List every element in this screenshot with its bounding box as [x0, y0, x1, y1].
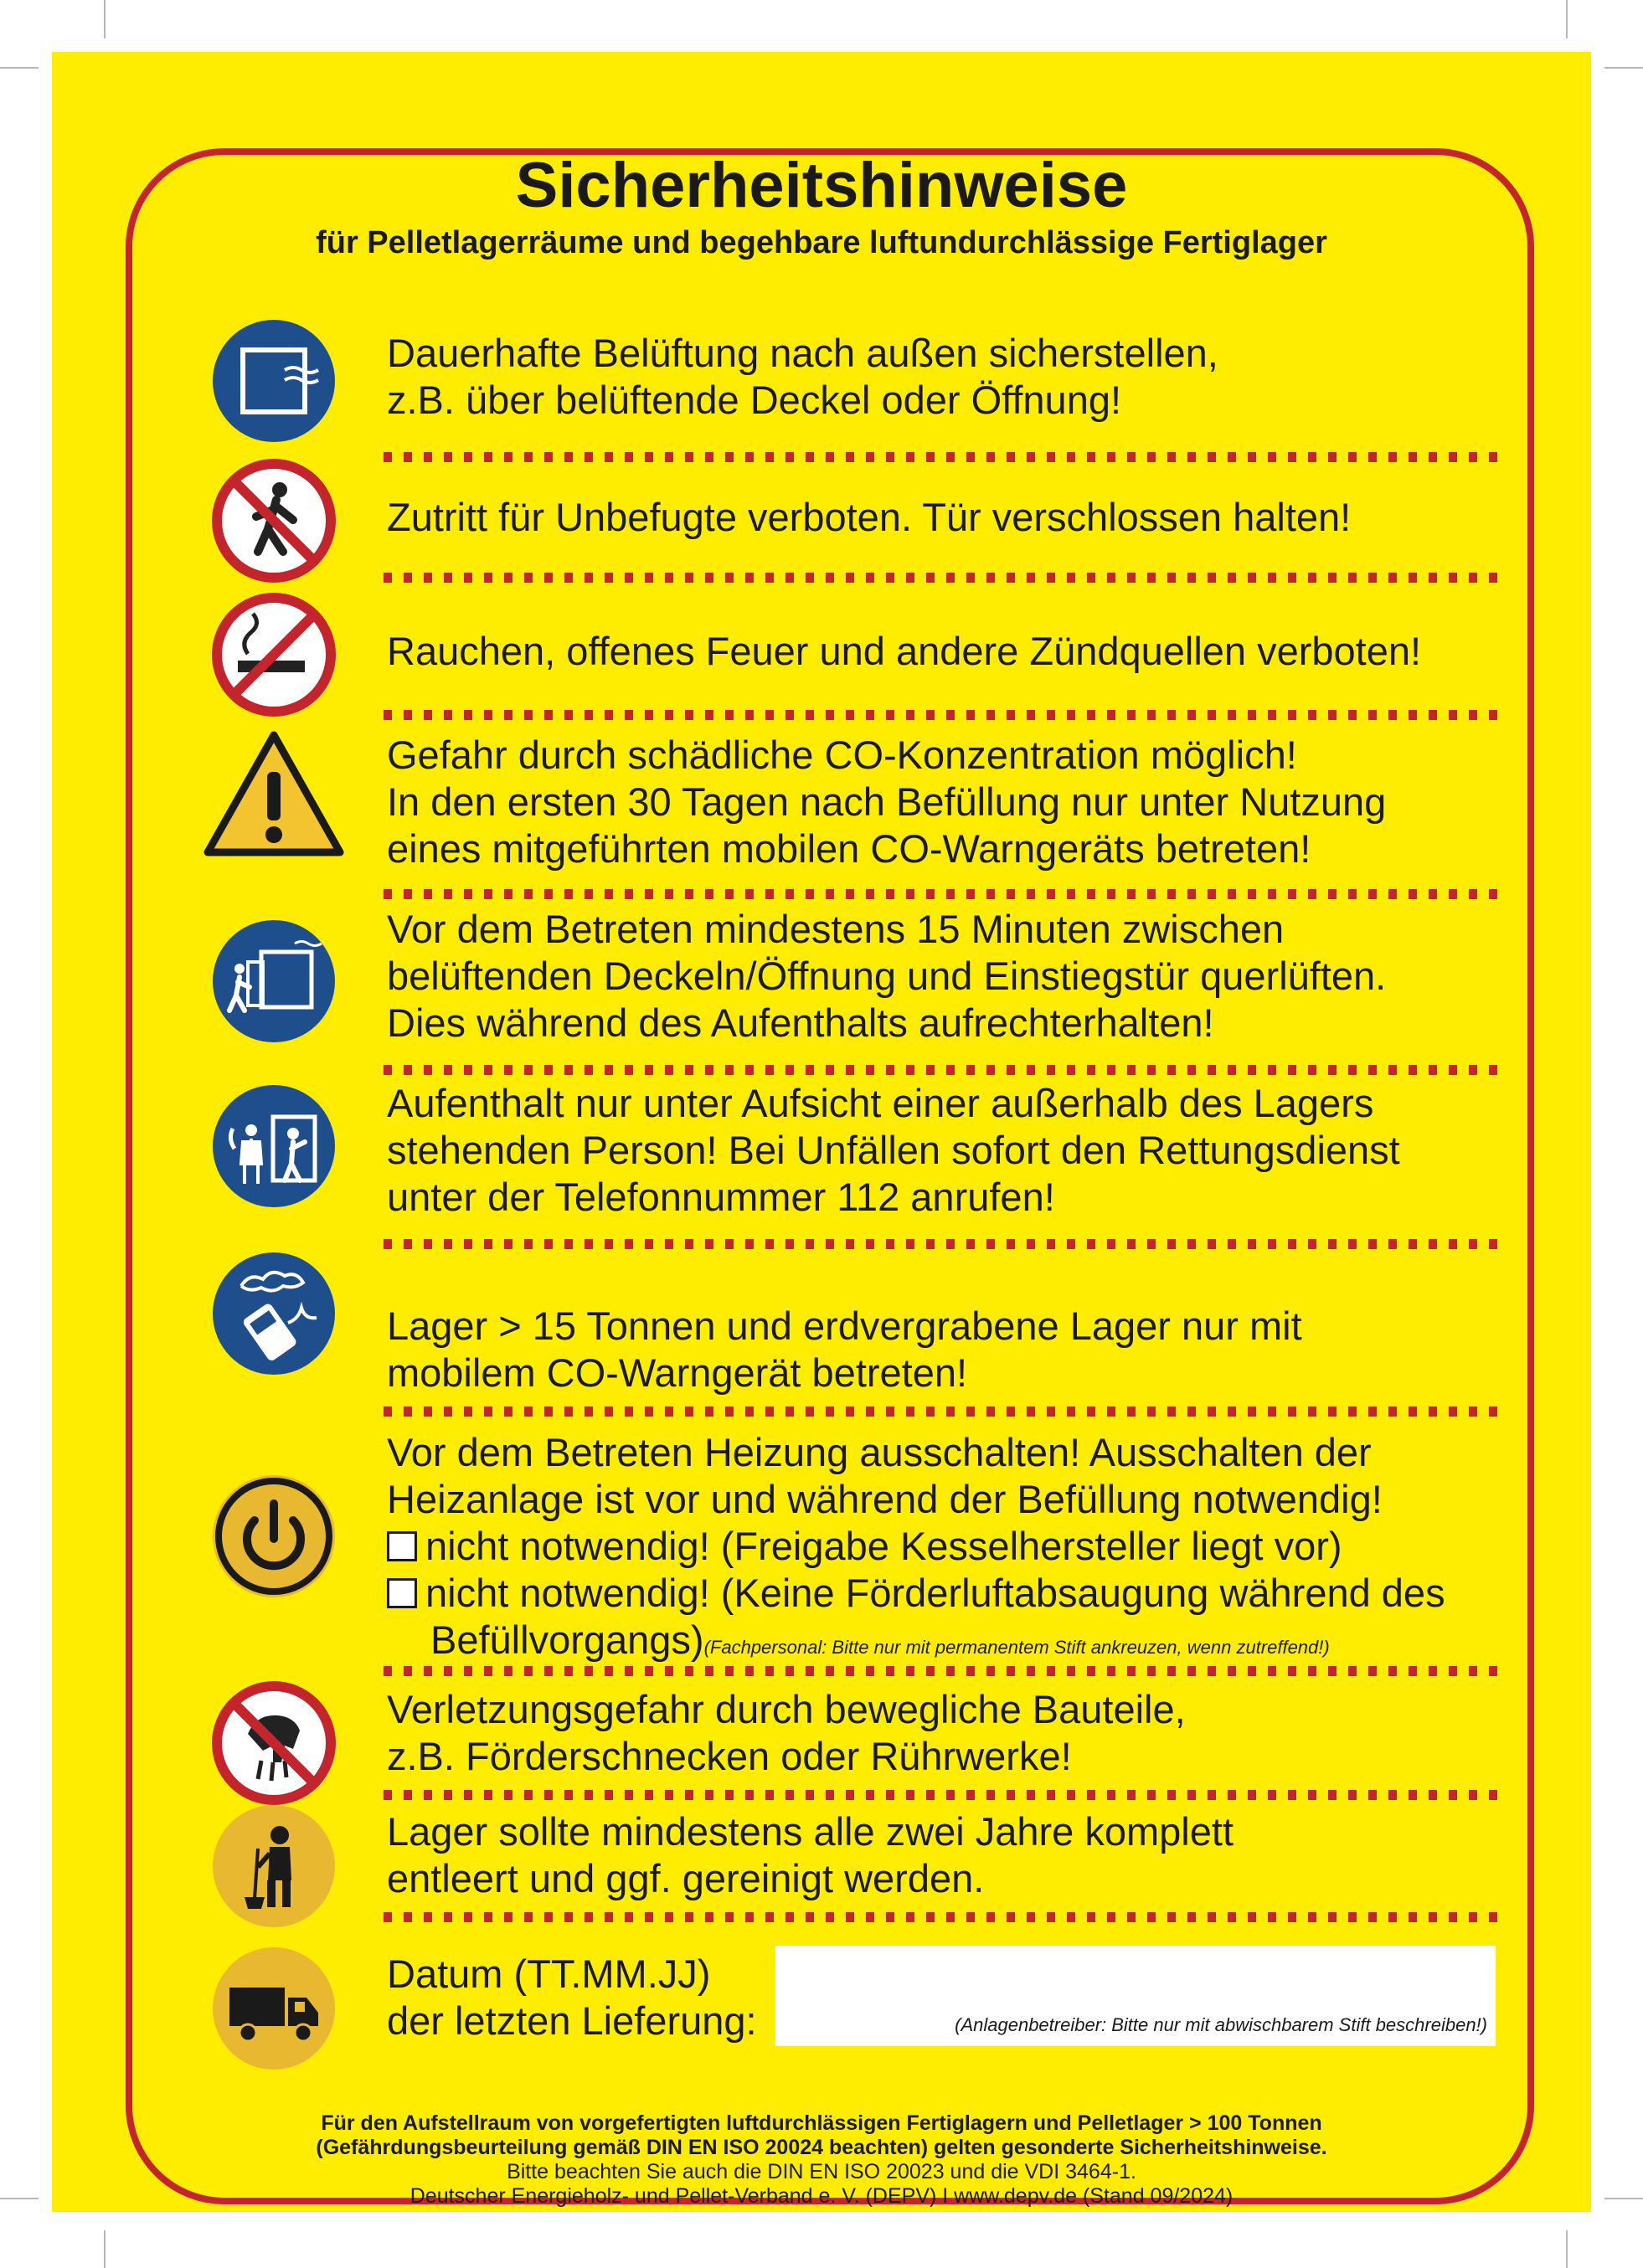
- installer-note: (Fachpersonal: Bitte nur mit permanentem Stift ankreuzen, wenn zutreffend!): [703, 1637, 1330, 1658]
- instruction-text: Aufenthalt nur unter Aufsicht einer außerhalb des Lagers: [387, 1081, 1374, 1125]
- instruction-text: Gefahr durch schädliche CO-Konzentration möglich!: [387, 733, 1297, 777]
- no-smoking-icon: [211, 592, 337, 717]
- crop-mark: [104, 0, 106, 39]
- checkbox-option-boiler[interactable]: [387, 1523, 1517, 1570]
- power-icon: [211, 1473, 337, 1599]
- supervision-icon: [211, 1083, 337, 1209]
- dotted-separator: [384, 1239, 1501, 1249]
- instruction-text: z.B. über belüftende Deckel oder Öffnung!: [387, 378, 1122, 422]
- instruction-text: belüftenden Deckeln/Öffnung und Einstiegstür querlüften.: [387, 954, 1387, 998]
- instruction-text: In den ersten 30 Tagen nach Befüllung nur unter Nutzung: [387, 779, 1387, 824]
- checkbox[interactable]: [387, 1578, 417, 1608]
- no-hands-icon: [211, 1680, 337, 1806]
- dotted-separator: [384, 573, 1501, 583]
- instruction-text: stehenden Person! Bei Unfällen sofort den Rettungsdienst: [387, 1128, 1400, 1172]
- checkbox[interactable]: [387, 1531, 417, 1561]
- instruction-text: Lager > 15 Tonnen und erdvergrabene Lager nur mit: [387, 1304, 1302, 1348]
- crop-mark: [1604, 2198, 1643, 2199]
- instruction-text: Dies während des Aufenthalts aufrechterhalten!: [387, 1000, 1214, 1045]
- instruction-text: Dauerhafte Belüftung nach außen sicherstellen,: [387, 331, 1218, 375]
- crop-mark: [0, 2198, 39, 2199]
- dotted-separator: [384, 1407, 1501, 1417]
- crop-mark: [1566, 0, 1568, 39]
- dotted-separator: [384, 889, 1501, 899]
- delivery-date-field[interactable]: [775, 1946, 1496, 2046]
- dotted-separator: [384, 452, 1501, 462]
- footer-line: Bitte beachten Sie auch die DIN EN ISO 20023 und die VDI 3464-1.: [507, 2160, 1136, 2183]
- checkbox-label: nicht notwendig! (Freigabe Kesselhersteller liegt vor): [425, 1524, 1342, 1568]
- checkbox-option-extraction[interactable]: [387, 1570, 1517, 1617]
- dotted-separator: [384, 1666, 1501, 1676]
- instruction-text: Befüllvorgangs): [430, 1617, 704, 1662]
- instruction-text: Datum (TT.MM.JJ): [387, 1952, 711, 1996]
- instruction-text: eines mitgeführten mobilen CO-Warngeräts betreten!: [387, 826, 1311, 871]
- instruction-text: Lager sollte mindestens alle zwei Jahre komplett: [387, 1809, 1234, 1854]
- page-subtitle: für Pelletlagerräume und begehbare luftundurchlässige Fertiglager: [316, 225, 1327, 260]
- footer: [52, 2111, 1591, 2209]
- crop-mark: [104, 2230, 106, 2268]
- checkbox-label-continuation: [387, 1617, 1517, 1671]
- instruction-text: Vor dem Betreten Heizung ausschalten! Ausschalten der: [387, 1430, 1372, 1474]
- delivery-truck-icon: [211, 1946, 337, 2071]
- instruction-text: Rauchen, offenes Feuer und andere Zündquellen verboten!: [387, 629, 1422, 673]
- crop-mark: [1566, 2230, 1568, 2268]
- dotted-separator: [384, 1065, 1501, 1075]
- instruction-text: z.B. Förderschnecken oder Rührwerke!: [387, 1734, 1072, 1778]
- dotted-separator: [384, 710, 1501, 720]
- crop-mark: [1604, 67, 1643, 69]
- dotted-separator: [384, 1912, 1501, 1922]
- checkbox-label: nicht notwendig! (Keine Förderluftabsaugung während des: [425, 1571, 1445, 1615]
- footer-line: (Gefährdungsbeurteilung gemäß DIN EN ISO 20024 beachten) gelten gesonderte Sicherheitshinweise.: [316, 2136, 1327, 2159]
- footer-line: Deutscher Energieholz- und Pellet-Verband e. V. (DEPV) I www.depv.de (Stand 09/2024): [409, 2184, 1234, 2208]
- crop-mark: [0, 67, 39, 69]
- instruction-text: Vor dem Betreten mindestens 15 Minuten zwischen: [387, 907, 1285, 951]
- instruction-text: Verletzungsgefahr durch bewegliche Bauteile,: [387, 1687, 1186, 1731]
- instruction-text: unter der Telefonnummer 112 anrufen!: [387, 1175, 1055, 1219]
- safety-sign: [52, 52, 1591, 2212]
- date-field-note: (Anlagenbetreiber: Bitte nur mit abwischbarem Stift beschreiben!): [955, 2014, 1487, 2035]
- warning-icon: [203, 728, 345, 858]
- instruction-text: mobilem CO-Warngerät betreten!: [387, 1350, 968, 1395]
- cross-ventilation-icon: [211, 918, 337, 1044]
- co-detector-icon: [211, 1251, 337, 1376]
- instruction-text: der letzten Lieferung:: [387, 1998, 757, 2043]
- no-entry-icon: [211, 458, 337, 584]
- ventilation-icon: [211, 318, 337, 444]
- dotted-separator: [384, 1790, 1501, 1800]
- cleaning-icon: [211, 1803, 337, 1929]
- instruction-text: Zutritt für Unbefugte verboten. Tür verschlossen halten!: [387, 495, 1352, 539]
- instruction-text: entleert und ggf. gereinigt werden.: [387, 1856, 985, 1900]
- instruction-text: Heizanlage ist vor und während der Befüllung notwendig!: [387, 1477, 1383, 1521]
- page-title: Sicherheitshinweise: [515, 150, 1128, 221]
- footer-line: Für den Aufstellraum von vorgefertigten luftdurchlässigen Fertiglagern und Pelletlager > 100 Tonnen: [321, 2111, 1322, 2135]
